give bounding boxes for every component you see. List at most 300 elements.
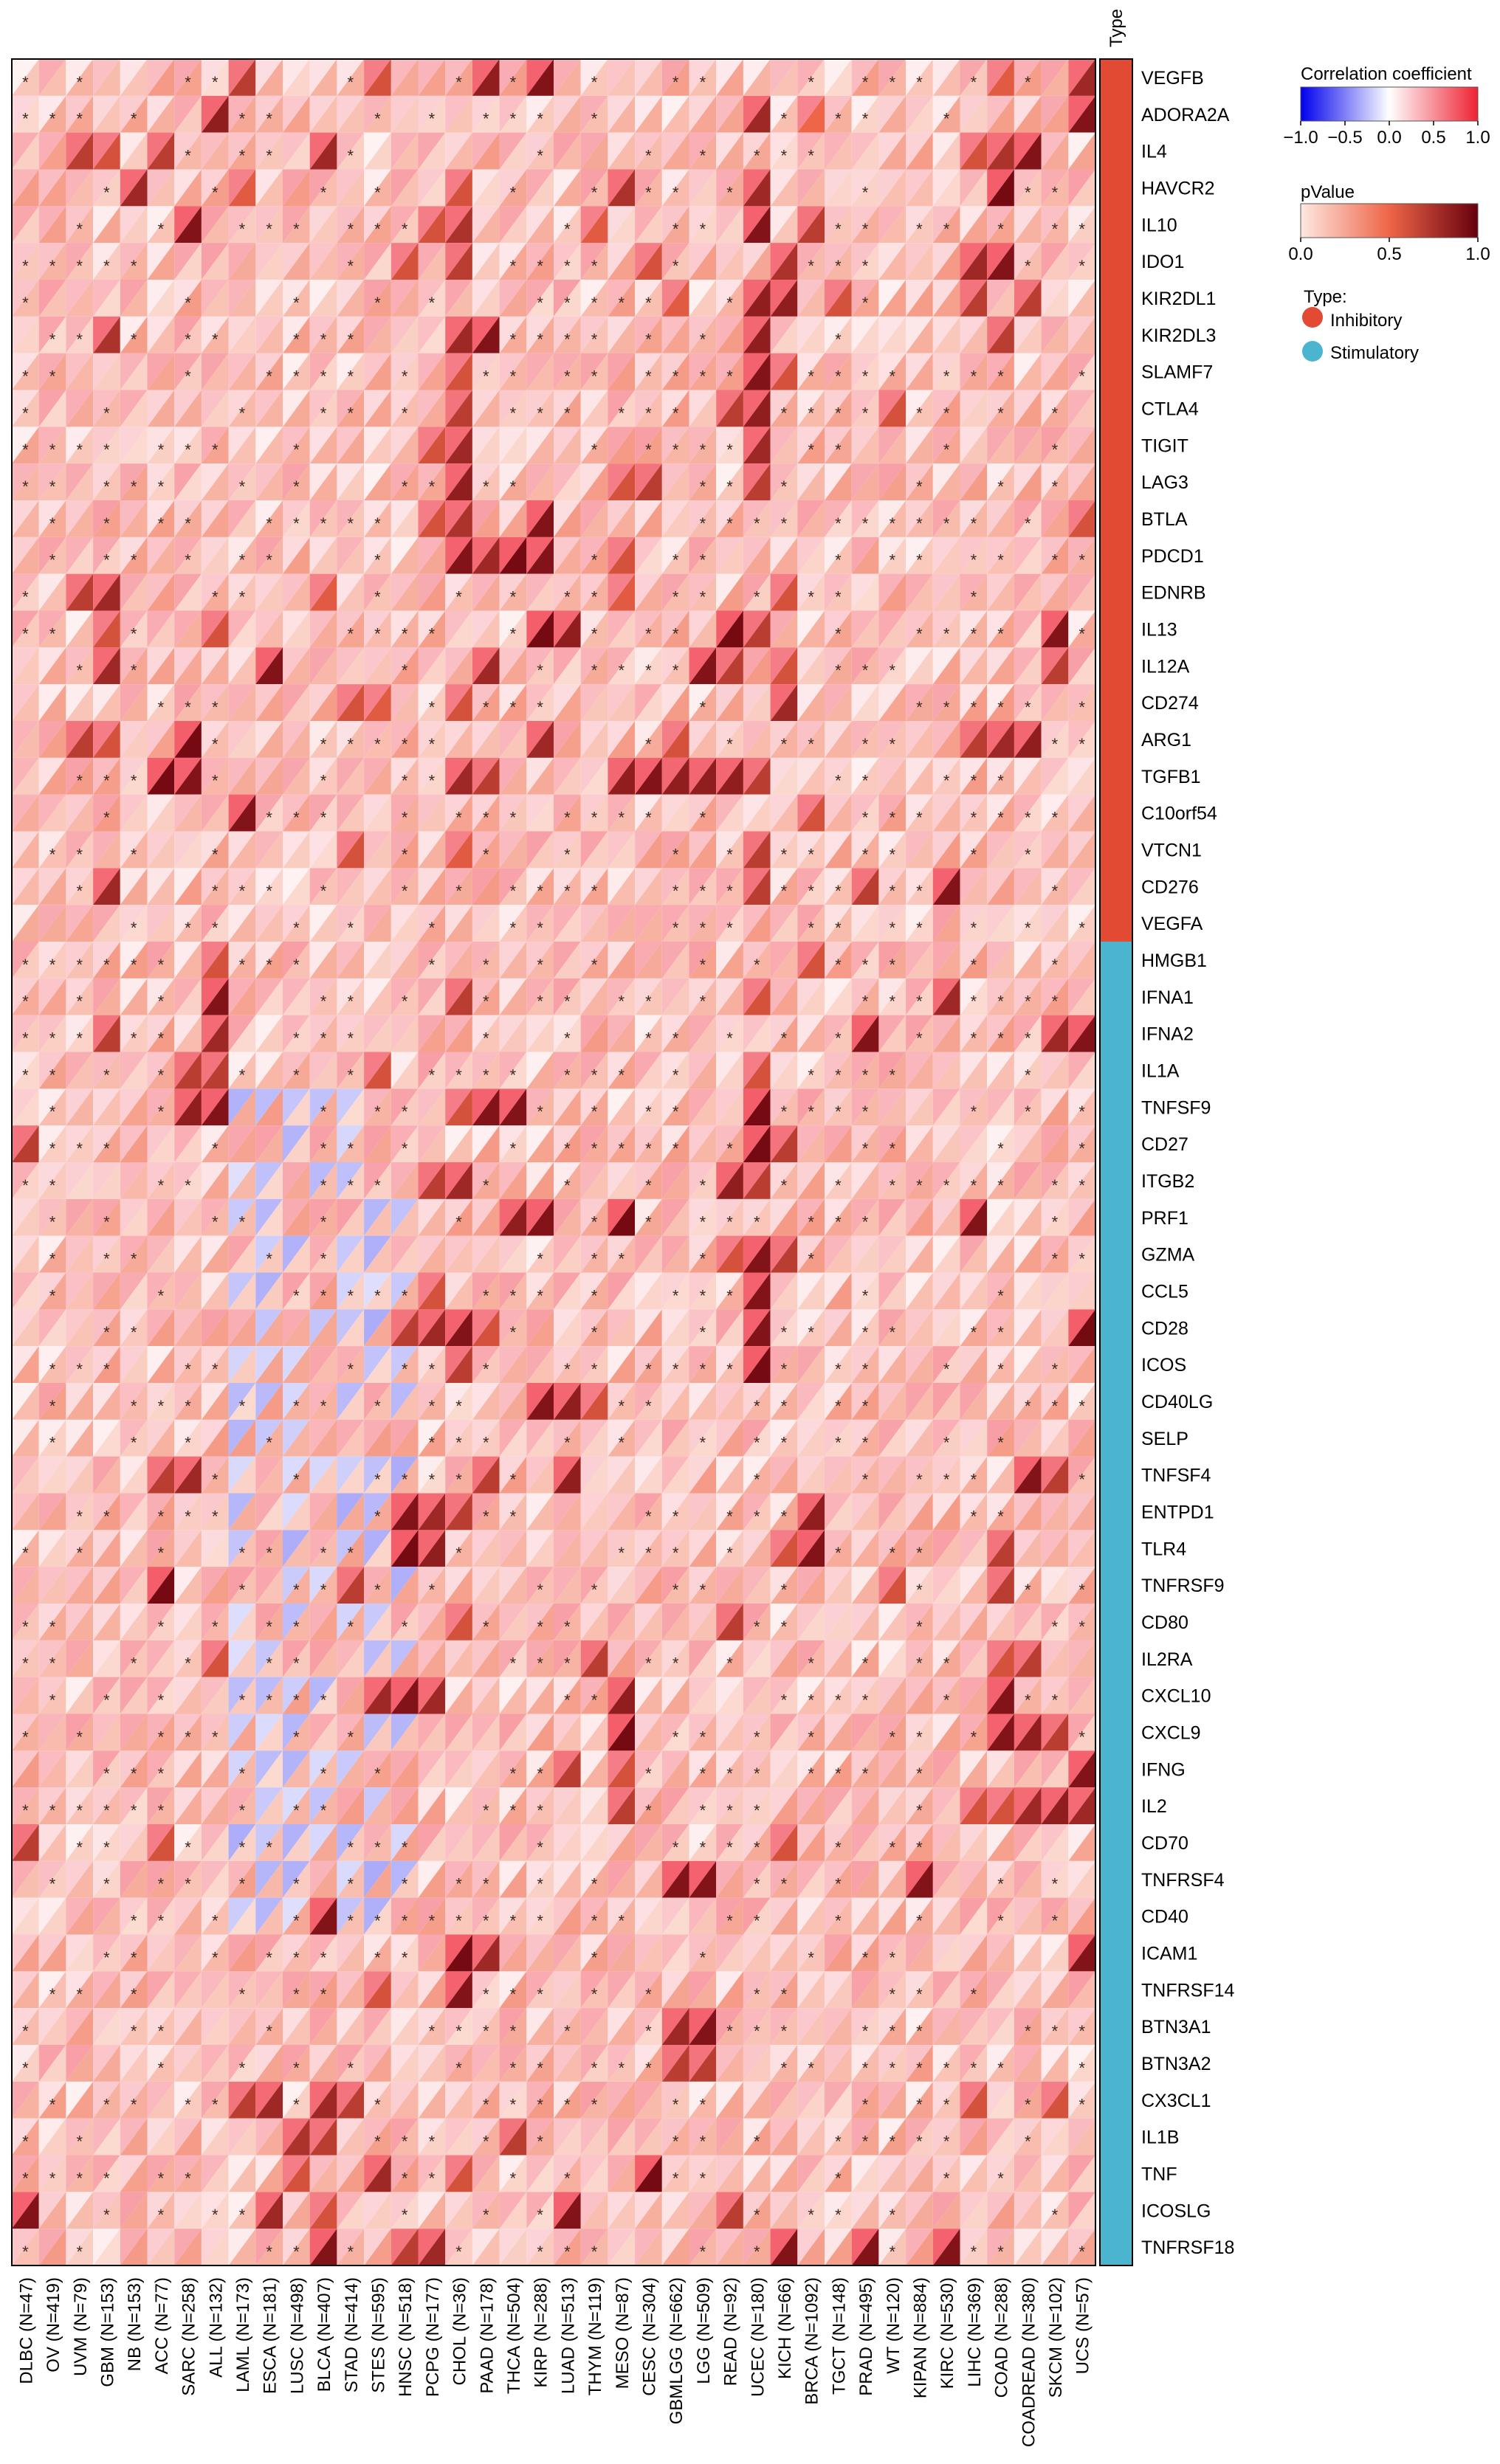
significance-star-cell-g28-c39: * — [1078, 1102, 1085, 1122]
significance-star-cell-g13-c13: * — [374, 551, 381, 570]
significance-star-cell-g37-c6: * — [185, 1433, 191, 1452]
significance-star-cell-g32-c29: * — [808, 1249, 814, 1269]
significance-star-cell-g1-c15: * — [428, 109, 436, 128]
significance-star-cell-g34-c35: * — [970, 1323, 977, 1342]
significance-star-cell-g18-c13: * — [374, 734, 381, 753]
significance-star-cell-g15-c1: * — [49, 624, 56, 643]
significance-star-cell-g18-c23: * — [645, 734, 652, 753]
significance-star-cell-g9-c8: * — [238, 404, 246, 423]
significance-star-cell-g11-c8: * — [238, 477, 246, 497]
significance-star-cell-g37-c34: * — [943, 1433, 950, 1452]
significance-star-cell-g51-c29: * — [808, 1948, 814, 1967]
significance-star-cell-g41-c21: * — [591, 1581, 598, 1600]
significance-star-cell-g48-c9: * — [266, 1837, 272, 1857]
significance-star-cell-g24-c10: * — [293, 955, 300, 974]
significance-star-cell-g27-c5: * — [157, 1066, 165, 1085]
significance-star-cell-g8-c24: * — [672, 367, 679, 386]
significance-star-cell-g21-c28: * — [780, 845, 788, 864]
significance-star-cell-g8-c20: * — [564, 367, 571, 386]
significance-star-cell-g20-c37: * — [1024, 808, 1031, 827]
significance-star-cell-g42-c20: * — [564, 1617, 571, 1636]
significance-star-cell-g31-c30: * — [835, 1212, 842, 1232]
significance-star-cell-g21-c14: * — [401, 845, 408, 864]
significance-star-cell-g22-c29: * — [808, 882, 814, 901]
significance-star-cell-g15-c18: * — [509, 624, 517, 643]
significance-star-cell-g44-c20: * — [564, 1691, 571, 1710]
significance-star-cell-g33-c11: * — [320, 1286, 327, 1305]
significance-star-cell-g46-c18: * — [509, 1764, 517, 1784]
significance-star-cell-g4-c2: * — [76, 220, 83, 239]
significance-star-cell-g38-c13: * — [374, 1470, 381, 1489]
significance-star-cell-g26-c28: * — [780, 1029, 788, 1048]
significance-star-cell-g9-c19: * — [537, 404, 543, 423]
significance-star-cell-g35-c34: * — [943, 1360, 950, 1379]
significance-star-cell-g1-c4: * — [130, 109, 137, 128]
significance-star-cell-g35-c14: * — [401, 1360, 408, 1379]
significance-star-cell-g50-c4: * — [130, 1911, 137, 1930]
significance-star-cell-g3-c11: * — [320, 183, 327, 202]
significance-star-cell-g41-c15: * — [428, 1581, 436, 1600]
significance-star-cell-g27-c29: * — [808, 1066, 814, 1085]
significance-star-cell-g6-c19: * — [537, 293, 543, 312]
significance-star-cell-g38-c16: * — [455, 1470, 462, 1489]
significance-star-cell-g12-c1: * — [49, 514, 56, 533]
significance-star-cell-g3-c38: * — [1051, 183, 1059, 202]
significance-star-cell-g23-c4: * — [130, 919, 137, 938]
significance-star-cell-g22-c19: * — [537, 882, 543, 901]
significance-star-cell-g20-c10: * — [293, 808, 300, 827]
significance-star-cell-g22-c7: * — [211, 882, 219, 901]
significance-star-cell-g44-c1: * — [49, 1691, 56, 1710]
significance-star-cell-g38-c35: * — [970, 1470, 977, 1489]
significance-star-cell-g39-c18: * — [509, 1507, 517, 1526]
significance-star-cell-g37-c17: * — [482, 1433, 489, 1452]
significance-star-cell-g42-c10: * — [293, 1617, 300, 1636]
significance-star-cell-g39-c17: * — [482, 1507, 489, 1526]
significance-star-cell-g1-c8: * — [238, 109, 246, 128]
significance-star-cell-g43-c0: * — [22, 1654, 29, 1673]
significance-star-cell-g14-c24: * — [672, 587, 679, 607]
significance-star-cell-g11-c36: * — [997, 477, 1004, 497]
significance-star-cell-g47-c1: * — [49, 1801, 56, 1821]
significance-star-cell-g29-c12: * — [347, 1139, 354, 1159]
significance-star-cell-g8-c26: * — [726, 367, 733, 386]
significance-star-cell-g22-c38: * — [1051, 882, 1059, 901]
significance-star-cell-g37-c16: * — [455, 1433, 462, 1452]
significance-star-cell-g34-c4: * — [130, 1323, 137, 1342]
significance-star-cell-g43-c4: * — [130, 1654, 137, 1673]
significance-star-cell-g33-c26: * — [726, 1286, 733, 1305]
significance-star-cell-g13-c36: * — [997, 551, 1004, 570]
heatmap-cells — [12, 59, 1095, 2265]
significance-star-cell-g41-c8: * — [238, 1581, 246, 1600]
significance-star-cell-g50-c33: * — [916, 1911, 923, 1930]
significance-star-cell-g1-c2: * — [76, 109, 83, 128]
significance-star-cell-g23-c19: * — [537, 919, 543, 938]
significance-star-cell-g31-c31: * — [861, 1212, 869, 1232]
significance-star-cell-g26-c37: * — [1024, 1029, 1031, 1048]
significance-star-cell-g1-c17: * — [482, 109, 489, 128]
significance-star-cell-g39-c27: * — [753, 1507, 760, 1526]
significance-star-cell-g31-c7: * — [211, 1212, 219, 1232]
significance-star-cell-g19-c14: * — [401, 771, 408, 790]
significance-star-cell-g8-c36: * — [997, 367, 1004, 386]
significance-star-cell-g8-c12: * — [347, 367, 354, 386]
significance-star-cell-g50-c15: * — [428, 1911, 436, 1930]
significance-star-cell-g10-c25: * — [699, 441, 706, 460]
significance-star-cell-g46-c26: * — [726, 1764, 733, 1784]
significance-star-cell-g30-c38: * — [1051, 1176, 1059, 1195]
significance-star-cell-g39-c5: * — [157, 1507, 165, 1526]
significance-star-cell-g36-c5: * — [157, 1396, 165, 1415]
significance-star-cell-g45-c39: * — [1078, 1728, 1085, 1747]
significance-star-cell-g49-c36: * — [997, 1874, 1004, 1894]
significance-star-cell-g27-c0: * — [22, 1066, 29, 1085]
significance-star-cell-g29-c26: * — [726, 1139, 733, 1159]
significance-star-cell-g42-c5: * — [157, 1617, 165, 1636]
significance-star-cell-g21-c20: * — [564, 845, 571, 864]
significance-star-cell-g29-c21: * — [591, 1139, 598, 1159]
significance-star-cell-g34-c36: * — [997, 1323, 1004, 1342]
significance-star-cell-g14-c25: * — [699, 587, 706, 607]
significance-star-cell-g16-c24: * — [672, 661, 679, 680]
significance-star-cell-g45-c12: * — [347, 1728, 354, 1747]
significance-star-cell-g44-c21: * — [591, 1691, 598, 1710]
significance-star-cell-g39-c7: * — [211, 1507, 219, 1526]
significance-star-cell-g24-c17: * — [482, 955, 489, 974]
significance-star-cell-g15-c15: * — [428, 624, 436, 643]
significance-star-cell-g45-c6: * — [185, 1728, 191, 1747]
significance-star-cell-g35-c12: * — [347, 1360, 354, 1379]
significance-star-cell-g6-c21: * — [591, 293, 598, 312]
significance-star-cell-g48-c30: * — [835, 1837, 842, 1857]
significance-star-cell-g47-c3: * — [103, 1801, 110, 1821]
significance-star-cell-g42-c33: * — [916, 1617, 923, 1636]
significance-star-cell-g33-c5: * — [157, 1286, 165, 1305]
significance-star-cell-g25-c25: * — [699, 992, 706, 1011]
significance-star-cell-g50-c22: * — [618, 1911, 625, 1930]
significance-star-cell-g2-c27: * — [753, 146, 760, 165]
significance-star-cell-g36-c11: * — [320, 1396, 327, 1415]
significance-star-cell-g40-c24: * — [672, 1544, 679, 1563]
significance-star-cell-g12-c12: * — [347, 514, 354, 533]
significance-star-cell-g36-c6: * — [185, 1396, 191, 1415]
significance-star-cell-g39-c3: * — [103, 1507, 110, 1526]
significance-star-cell-g11-c26: * — [726, 477, 733, 497]
significance-star-cell-g9-c30: * — [835, 404, 842, 423]
significance-star-cell-g30-c23: * — [645, 1176, 652, 1195]
significance-star-cell-g41-c37: * — [1024, 1581, 1031, 1600]
significance-star-cell-g17-c19: * — [537, 698, 543, 717]
significance-star-cell-g30-c25: * — [699, 1176, 706, 1195]
significance-star-cell-g25-c33: * — [916, 992, 923, 1011]
significance-star-cell-g14-c27: * — [753, 587, 760, 607]
significance-star-cell-g15-c14: * — [401, 624, 408, 643]
significance-star-cell-g36-c13: * — [374, 1396, 381, 1415]
significance-star-cell-g49-c3: * — [103, 1874, 110, 1894]
significance-star-cell-g15-c24: * — [672, 624, 679, 643]
significance-star-cell-g21-c17: * — [482, 845, 489, 864]
significance-star-cell-g36-c23: * — [645, 1396, 652, 1415]
significance-star-cell-g4-c33: * — [916, 220, 923, 239]
significance-star-cell-g24-c30: * — [835, 955, 842, 974]
significance-star-cell-g27-c32: * — [889, 1066, 896, 1085]
significance-star-cell-g38-c31: * — [861, 1470, 869, 1489]
significance-star-cell-g39-c2: * — [76, 1507, 83, 1526]
significance-star-cell-g23-c39: * — [1078, 919, 1085, 938]
significance-star-cell-g20-c18: * — [509, 808, 517, 827]
significance-star-cell-g23-c35: * — [970, 919, 977, 938]
significance-star-cell-g9-c36: * — [997, 404, 1004, 423]
significance-star-cell-g19-c30: * — [835, 771, 842, 790]
significance-star-cell-g30-c1: * — [49, 1176, 56, 1195]
significance-star-cell-g0-c0: * — [22, 72, 29, 92]
significance-star-cell-g45-c29: * — [808, 1728, 814, 1747]
significance-star-cell-g1-c30: * — [835, 109, 842, 128]
significance-star-cell-g7-c12: * — [347, 330, 354, 349]
significance-star-cell-g25-c20: * — [564, 992, 571, 1011]
significance-star-cell-g0-c12: * — [347, 72, 354, 92]
significance-star-cell-g31-c11: * — [320, 1212, 327, 1232]
significance-star-cell-g8-c23: * — [645, 367, 652, 386]
significance-star-cell-g13-c9: * — [266, 551, 272, 570]
significance-star-cell-g49-c14: * — [401, 1874, 408, 1894]
significance-star-cell-g42-c12: * — [347, 1617, 354, 1636]
significance-star-cell-g21-c26: * — [726, 845, 733, 864]
significance-star-cell-g3-c21: * — [591, 183, 598, 202]
significance-star-cell-g5-c37: * — [1024, 257, 1031, 276]
significance-star-cell-g16-c4: * — [130, 661, 137, 680]
significance-star-cell-g11-c10: * — [293, 477, 300, 497]
significance-star-cell-g41-c13: * — [374, 1581, 381, 1600]
significance-star-cell-g22-c2: * — [76, 882, 83, 901]
significance-star-cell-g16-c2: * — [76, 661, 83, 680]
significance-star-cell-g47-c23: * — [645, 1801, 652, 1821]
significance-star-cell-g21-c1: * — [49, 845, 56, 864]
significance-star-cell-g22-c20: * — [564, 882, 571, 901]
significance-star-cell-g34-c25: * — [699, 1323, 706, 1342]
significance-star-cell-g0-c16: * — [455, 72, 462, 92]
significance-star-cell-g46-c27: * — [753, 1764, 760, 1784]
significance-star-cell-g44-c31: * — [861, 1691, 869, 1710]
significance-star-cell-g35-c15: * — [428, 1360, 436, 1379]
significance-star-cell-g13-c38: * — [1051, 551, 1059, 570]
significance-star-cell-g8-c35: * — [970, 367, 977, 386]
significance-star-cell-g40-c33: * — [916, 1544, 923, 1563]
significance-star-cell-g12-c30: * — [835, 514, 842, 533]
significance-star-cell-g29-c20: * — [564, 1139, 571, 1159]
significance-star-cell-g37-c30: * — [835, 1433, 842, 1452]
significance-star-cell-g9-c18: * — [509, 404, 517, 423]
significance-star-cell-g50-c5: * — [157, 1911, 165, 1930]
significance-star-cell-g50-c19: * — [537, 1911, 543, 1930]
significance-star-cell-g42-c9: * — [266, 1617, 272, 1636]
significance-star-cell-g39-c35: * — [970, 1507, 977, 1526]
significance-star-cell-g29-c3: * — [103, 1139, 110, 1159]
significance-star-cell-g24-c31: * — [861, 955, 869, 974]
significance-star-cell-g14-c0: * — [22, 587, 29, 607]
significance-star-cell-g12-c3: * — [103, 514, 110, 533]
significance-star-cell-g35-c21: * — [591, 1360, 598, 1379]
significance-star-cell-g42-c0: * — [22, 1617, 29, 1636]
significance-star-cell-g27-c16: * — [455, 1066, 462, 1085]
significance-star-cell-g22-c11: * — [320, 882, 327, 901]
significance-star-cell-g15-c33: * — [916, 624, 923, 643]
significance-star-cell-g49-c30: * — [835, 1874, 842, 1894]
significance-star-cell-g12-c10: * — [293, 514, 300, 533]
significance-star-cell-g25-c36: * — [997, 992, 1004, 1011]
significance-star-cell-g10-c30: * — [835, 441, 842, 460]
significance-star-cell-g40-c0: * — [22, 1544, 29, 1563]
significance-star-cell-g19-c4: * — [130, 771, 137, 790]
significance-star-cell-g36-c28: * — [780, 1396, 788, 1415]
significance-star-cell-g8-c14: * — [401, 367, 408, 386]
significance-star-cell-g37-c15: * — [428, 1433, 436, 1452]
significance-star-cell-g26-c26: * — [726, 1029, 733, 1048]
significance-star-cell-g9-c31: * — [861, 404, 869, 423]
significance-star-cell-g35-c38: * — [1051, 1360, 1059, 1379]
significance-star-cell-g47-c26: * — [726, 1801, 733, 1821]
significance-star-cell-g32-c3: * — [103, 1249, 110, 1269]
significance-star-cell-g28-c5: * — [157, 1102, 165, 1122]
significance-star-cell-g8-c6: * — [185, 367, 191, 386]
significance-star-cell-g6-c0: * — [22, 293, 29, 312]
significance-star-cell-g12-c28: * — [780, 514, 788, 533]
significance-star-cell-g23-c24: * — [672, 919, 679, 938]
significance-star-cell-g33-c17: * — [482, 1286, 489, 1305]
significance-star-cell-g18-c32: * — [889, 734, 896, 753]
significance-star-cell-g20-c32: * — [889, 808, 896, 827]
significance-star-cell-g35-c2: * — [76, 1360, 83, 1379]
significance-star-cell-g26-c5: * — [157, 1029, 165, 1048]
significance-star-cell-g23-c30: * — [835, 919, 842, 938]
significance-star-cell-g45-c33: * — [916, 1728, 923, 1747]
significance-star-cell-g49-c16: * — [455, 1874, 462, 1894]
significance-star-cell-g47-c33: * — [916, 1801, 923, 1821]
significance-star-cell-g9-c38: * — [1051, 404, 1059, 423]
significance-star-cell-g24-c19: * — [537, 955, 543, 974]
significance-star-cell-g21-c7: * — [211, 845, 219, 864]
significance-star-cell-g42-c28: * — [780, 1617, 788, 1636]
significance-star-cell-g7-c18: * — [509, 330, 517, 349]
significance-star-cell-g25-c23: * — [645, 992, 652, 1011]
significance-star-cell-g47-c10: * — [293, 1801, 300, 1821]
significance-star-cell-g19-c2: * — [76, 771, 83, 790]
significance-star-cell-g16-c31: * — [861, 661, 869, 680]
significance-star-cell-g31-c16: * — [455, 1212, 462, 1232]
significance-star-cell-g30-c20: * — [564, 1176, 571, 1195]
significance-star-cell-g25-c32: * — [889, 992, 896, 1011]
significance-star-cell-g28-c24: * — [672, 1102, 679, 1122]
significance-star-cell-g9-c33: * — [916, 404, 923, 423]
significance-star-cell-g2-c8: * — [238, 146, 246, 165]
significance-star-cell-g43-c6: * — [185, 1654, 191, 1673]
significance-star-cell-g30-c0: * — [22, 1176, 29, 1195]
significance-star-cell-g14-c13: * — [374, 587, 381, 607]
significance-star-cell-g4-c36: * — [997, 220, 1004, 239]
significance-star-cell-g35-c1: * — [49, 1360, 56, 1379]
significance-star-cell-g37-c28: * — [780, 1433, 788, 1452]
significance-star-cell-g35-c26: * — [726, 1360, 733, 1379]
significance-star-cell-g42-c27: * — [753, 1617, 760, 1636]
significance-star-cell-g16-c30: * — [835, 661, 842, 680]
significance-star-cell-g4-c31: * — [861, 220, 869, 239]
significance-star-cell-g22-c33: * — [916, 882, 923, 901]
significance-star-cell-g12-c27: * — [753, 514, 760, 533]
significance-star-cell-g28-c28: * — [780, 1102, 788, 1122]
significance-star-cell-g3-c3: * — [103, 183, 110, 202]
significance-star-cell-g13-c35: * — [970, 551, 977, 570]
significance-star-cell-g38-c33: * — [916, 1470, 923, 1489]
significance-star-cell-g9-c3: * — [103, 404, 110, 423]
significance-star-cell-g15-c23: * — [645, 624, 652, 643]
significance-star-cell-g36-c37: * — [1024, 1396, 1031, 1415]
significance-star-cell-g27-c24: * — [672, 1066, 679, 1085]
significance-star-cell-g17-c34: * — [943, 698, 950, 717]
significance-star-cell-g38-c34: * — [943, 1470, 950, 1489]
significance-star-cell-g20-c36: * — [997, 808, 1004, 827]
significance-star-cell-g9-c22: * — [618, 404, 625, 423]
significance-star-cell-g40-c5: * — [157, 1544, 165, 1563]
significance-star-cell-g40-c30: * — [835, 1544, 842, 1563]
significance-star-cell-g5-c24: * — [672, 257, 679, 276]
significance-star-cell-g10-c3: * — [103, 441, 110, 460]
significance-star-cell-g48-c19: * — [537, 1837, 543, 1857]
significance-star-cell-g5-c29: * — [808, 257, 814, 276]
significance-star-cell-g14-c21: * — [591, 587, 598, 607]
significance-star-cell-g32-c9: * — [266, 1249, 272, 1269]
significance-star-cell-g37-c36: * — [997, 1433, 1004, 1452]
significance-star-cell-g21-c29: * — [808, 845, 814, 864]
significance-star-cell-g48-c14: * — [401, 1837, 408, 1857]
significance-star-cell-g4-c8: * — [238, 220, 246, 239]
significance-star-cell-g4-c13: * — [374, 220, 381, 239]
significance-star-cell-g44-c37: * — [1024, 1691, 1031, 1710]
significance-star-cell-g39-c23: * — [645, 1507, 652, 1526]
significance-star-cell-g1-c0: * — [22, 109, 29, 128]
significance-star-cell-g16-c21: * — [591, 661, 598, 680]
significance-star-cell-g36-c22: * — [618, 1396, 625, 1415]
significance-star-cell-g6-c23: * — [645, 293, 652, 312]
significance-star-cell-g12-c9: * — [266, 514, 272, 533]
significance-star-cell-g4-c24: * — [672, 220, 679, 239]
significance-star-cell-g48-c27: * — [753, 1837, 760, 1857]
significance-star-cell-g20-c3: * — [103, 808, 110, 827]
significance-star-cell-g29-c31: * — [861, 1139, 869, 1159]
significance-star-cell-g50-c18: * — [509, 1911, 517, 1930]
significance-star-cell-g29-c7: * — [211, 1139, 219, 1159]
significance-star-cell-g24-c9: * — [266, 955, 272, 974]
significance-star-cell-g37-c9: * — [266, 1433, 272, 1452]
significance-star-cell-g2-c23: * — [645, 146, 652, 165]
significance-star-cell-g23-c7: * — [211, 919, 219, 938]
significance-star-cell-g14-c30: * — [835, 587, 842, 607]
significance-star-cell-g38-c27: * — [753, 1470, 760, 1489]
significance-star-cell-g14-c29: * — [808, 587, 814, 607]
significance-star-cell-g44-c38: * — [1051, 1691, 1059, 1710]
significance-star-cell-g49-c1: * — [49, 1874, 56, 1894]
significance-star-cell-g13-c1: * — [49, 551, 56, 570]
significance-star-cell-g18-c11: * — [320, 734, 327, 753]
significance-star-cell-g7-c2: * — [76, 330, 83, 349]
significance-star-cell-g13-c32: * — [889, 551, 896, 570]
significance-star-cell-g10-c1: * — [49, 441, 56, 460]
significance-star-cell-g8-c39: * — [1078, 367, 1085, 386]
significance-star-cell-g50-c17: * — [482, 1911, 489, 1930]
significance-star-cell-g39-c24: * — [672, 1507, 679, 1526]
significance-star-cell-g6-c20: * — [564, 293, 571, 312]
significance-star-cell-g19-c34: * — [943, 771, 950, 790]
